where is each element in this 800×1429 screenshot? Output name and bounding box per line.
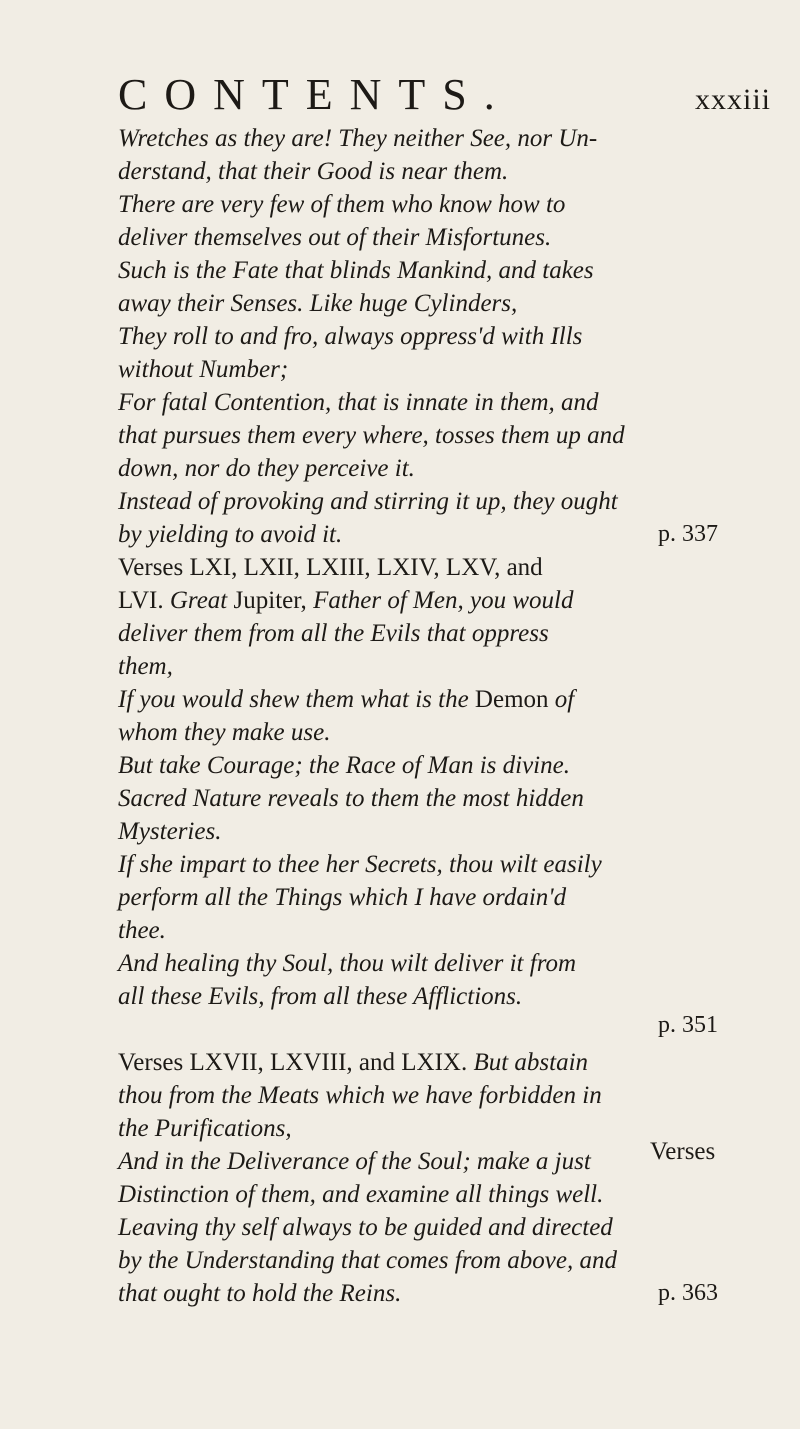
page-header: [0, 70, 800, 120]
text-line: [118, 1178, 718, 1211]
text-line: [118, 584, 718, 617]
italic-text: deliver them from all the Evils that oppress: [118, 620, 549, 647]
text-line: [118, 386, 718, 419]
text-line: [118, 254, 718, 287]
italic-text: Such is the Fate that blinds Mankind, and takes: [118, 257, 594, 284]
italic-text: Leaving thy self always to be guided and directed: [118, 1214, 613, 1241]
italic-text: by yielding to avoid it.: [118, 521, 343, 548]
italic-text: that pursues them every where, tosses them up and: [118, 422, 625, 449]
italic-text: them,: [118, 653, 173, 680]
roman-text: Demon: [474, 686, 555, 713]
text-line: [118, 749, 718, 782]
page-reference: p. 363: [658, 1280, 718, 1306]
roman-text: Jupiter,: [233, 587, 314, 614]
catchword: Verses: [650, 1138, 716, 1165]
text-line: [118, 518, 718, 551]
italic-text: of: [554, 686, 575, 713]
contents-text: [118, 122, 718, 1310]
text-line: [118, 914, 718, 947]
italic-text: deliver themselves out of their Misfortunes.: [118, 224, 552, 251]
text-line: [118, 782, 718, 815]
italic-text: by the Understanding that comes from above, and: [118, 1247, 617, 1274]
italic-text: And in the Deliverance of the Soul; make a just: [118, 1148, 591, 1175]
italic-text: Distinction of them, and examine all things well.: [118, 1181, 604, 1208]
italic-text: Wretches as they are! They neither See, nor Un-: [118, 125, 598, 152]
italic-text: But take Courage; the Race of Man is divine.: [118, 752, 570, 779]
italic-text: without Number;: [118, 356, 289, 383]
italic-text: For fatal Contention, that is innate in them, and: [118, 389, 599, 416]
text-line: [118, 683, 718, 716]
italic-text: Great: [169, 587, 234, 614]
text-line: [118, 1145, 718, 1178]
italic-text: If she impart to thee her Secrets, thou wilt easily: [118, 851, 602, 878]
text-line: [118, 1013, 718, 1046]
italic-text: thou from the Meats which we have forbidden in: [118, 1082, 602, 1109]
page-reference: p. 351: [658, 1012, 718, 1038]
italic-text: that ought to hold the Reins.: [118, 1280, 402, 1307]
italic-text: whom they make use.: [118, 719, 331, 746]
italic-text: Father of Men, you would: [313, 587, 574, 614]
italic-text: If you would shew them what is the: [118, 686, 475, 713]
text-line: [118, 155, 718, 188]
text-line: [118, 947, 718, 980]
italic-text: the Purifications,: [118, 1115, 292, 1142]
roman-text: LVI.: [118, 587, 170, 614]
italic-text: There are very few of them who know how to: [118, 191, 566, 218]
text-line: [118, 188, 718, 221]
text-line: [118, 353, 718, 386]
text-line: [118, 1112, 718, 1145]
text-line: [118, 881, 718, 914]
italic-text: away their Senses. Like huge Cylinders,: [118, 290, 518, 317]
text-line: [118, 452, 718, 485]
text-line: [118, 287, 718, 320]
text-line: [118, 716, 718, 749]
roman-text: Verses LXVII, LXVIII, and LXIX.: [118, 1049, 474, 1076]
italic-text: And healing thy Soul, thou wilt deliver it from: [118, 950, 577, 977]
text-line: [118, 815, 718, 848]
page-reference: p. 337: [658, 521, 718, 547]
text-line: [118, 1046, 718, 1079]
text-line: [118, 551, 718, 584]
italic-text: thee.: [118, 917, 166, 944]
text-line: [118, 122, 718, 155]
text-line: [118, 485, 718, 518]
italic-text: perform all the Things which I have ordain'd: [118, 884, 567, 911]
text-line: [118, 320, 718, 353]
text-line: [118, 650, 718, 683]
roman-text: Verses LXI, LXII, LXIII, LXIV, LXV, and: [118, 554, 543, 581]
text-line: [118, 1244, 718, 1277]
text-line: [118, 617, 718, 650]
italic-text: Instead of provoking and stirring it up, they ought: [118, 488, 618, 515]
text-line: [118, 419, 718, 452]
italic-text: Sacred Nature reveals to them the most hidden: [118, 785, 584, 812]
text-line: [118, 1079, 718, 1112]
running-title: CONTENTS.: [118, 70, 512, 119]
italic-text: But abstain: [473, 1049, 589, 1076]
text-line: [118, 1277, 718, 1310]
italic-text: Mysteries.: [118, 818, 222, 845]
text-line: [118, 221, 718, 254]
italic-text: derstand, that their Good is near them.: [118, 158, 509, 185]
text-line: [118, 1211, 718, 1244]
italic-text: down, nor do they perceive it.: [118, 455, 415, 482]
text-line: [118, 848, 718, 881]
page-number: xxxiii: [695, 83, 772, 116]
text-line: [118, 980, 718, 1013]
italic-text: They roll to and fro, always oppress'd with Ills: [118, 323, 583, 350]
italic-text: all these Evils, from all these Afflictions.: [118, 983, 523, 1010]
